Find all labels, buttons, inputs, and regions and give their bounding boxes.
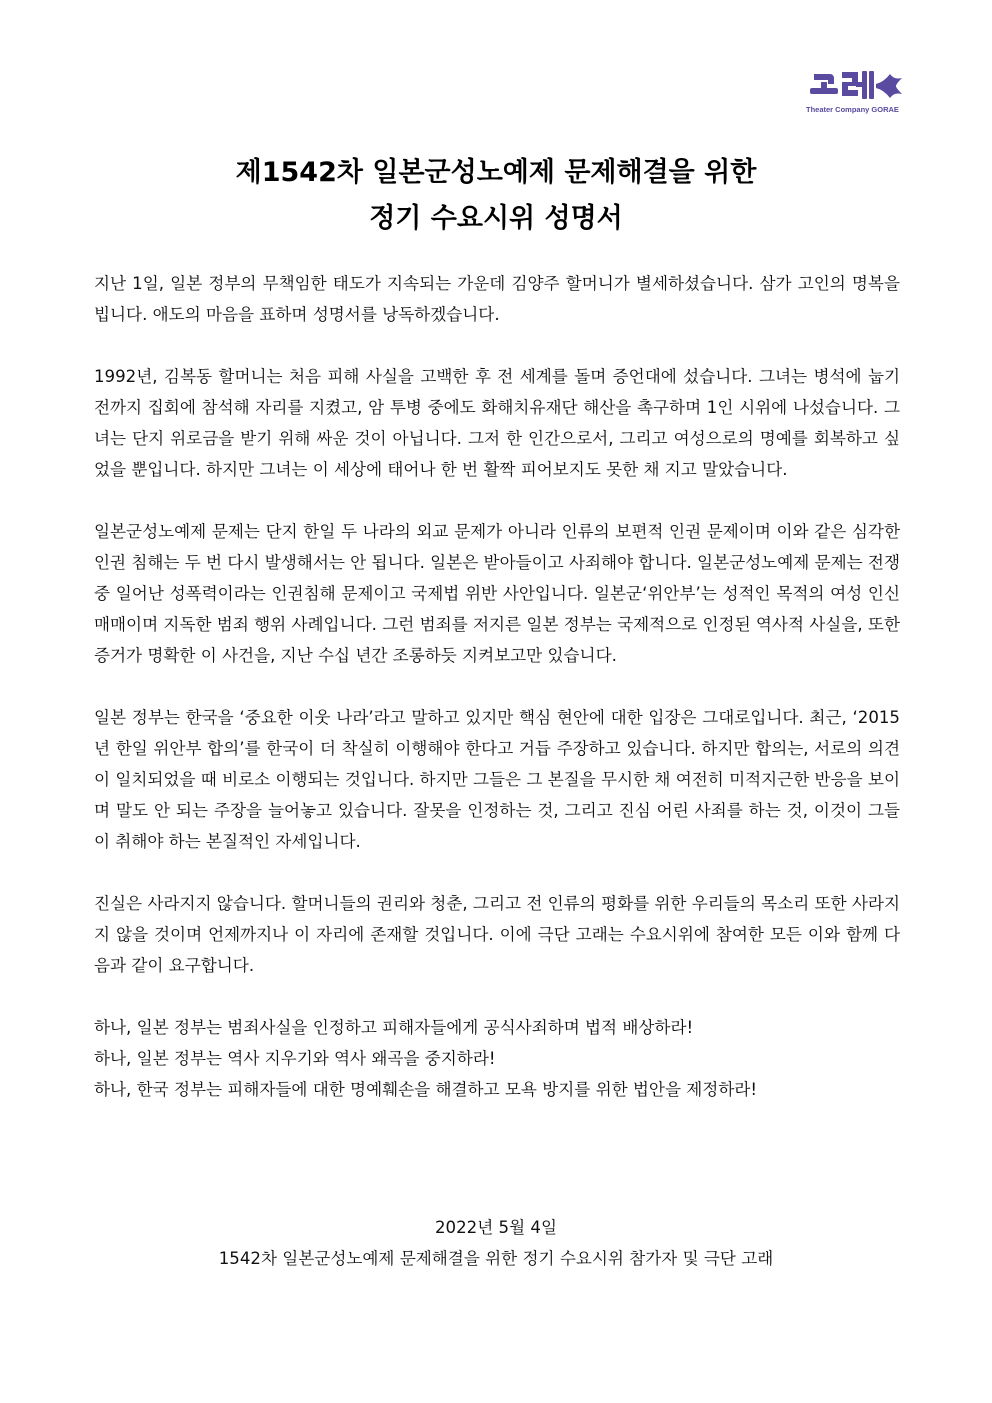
demands-list — [94, 1012, 900, 1105]
statement-body — [94, 268, 900, 1105]
demand-item: 하나, 한국 정부는 피해자들에 대한 명예훼손을 해결하고 모욕 방지를 위한 법안을 제정하라! — [94, 1080, 758, 1099]
paragraph-truth: 진실은 사라지지 않습니다. 할머니들의 권리와 청춘, 그리고 전 인류의 평화를 위한 우리들의 목소리 또한 사라지지 않을 것이며 언제까지나 이 자리에 존재할 것입니다. 이에 극단 고래는 수요시위에 참여한 모든 이와 함께 다음과 같이 요구합니다. — [94, 894, 900, 975]
statement-signature: 1542차 일본군성노예제 문제해결을 위한 정기 수요시위 참가자 및 극단 고래 — [218, 1249, 774, 1268]
statement-footer — [0, 1212, 992, 1274]
theater-company-logo — [806, 68, 916, 120]
title-line-2: 정기 수요시위 성명서 — [369, 203, 623, 234]
logo-subtitle: Theater Company GORAE — [806, 105, 899, 114]
paragraph-japan-government: 일본 정부는 한국을 ‘중요한 이웃 나라’라고 말하고 있지만 핵심 현안에 대한 입장은 그대로입니다. 최근, ‘2015년 한일 위안부 합의’를 한국이 더 착실히 이행해야 한다고 거듭 주장하고 있습니다. 하지만 합의는, 서로의 의견이 일치되었을 때 비로소 이행되는 것입니다. 하지만 그들은 그 본질을 무시한 채 여전히 미적지근한 반응을 보이며 말도 안 되는 주장을 늘어놓고 있습니다. 잘못을 인정하는 것, 그리고 진심 어린 사죄를 하는 것, 이것이 그들이 취해야 하는 본질적인 자세입니다. — [94, 708, 900, 851]
demand-item: 하나, 일본 정부는 범죄사실을 인정하고 피해자들에게 공식사죄하며 법적 배상하라! — [94, 1018, 694, 1037]
demand-item: 하나, 일본 정부는 역사 지우기와 역사 왜곡을 중지하라! — [94, 1049, 496, 1068]
paragraph-kim-bok-dong: 1992년, 김복동 할머니는 처음 피해 사실을 고백한 후 전 세계를 돌며 증언대에 섰습니다. 그녀는 병석에 눕기 전까지 집회에 참석해 자리를 지켰고, 암 투병 중에도 화해치유재단 해산을 촉구하며 1인 시위에 나섰습니다. 그녀는 단지 위로금을 받기 위해 싸운 것이 아닙니다. 그저 한 인간으로서, 그리고 여성으로의 명예를 회복하고 싶었을 뿐입니다. 하지만 그녀는 이 세상에 태어나 한 번 활짝 피어보지도 못한 채 지고 말았습니다. — [94, 367, 900, 479]
paragraph-condolence: 지난 1일, 일본 정부의 무책임한 태도가 지속되는 가운데 김양주 할머니가 별세하셨습니다. 삼가 고인의 명복을 빕니다. 애도의 마음을 표하며 성명서를 낭독하겠습니다. — [94, 274, 900, 324]
statement-title — [0, 150, 992, 242]
whale-logo-icon — [806, 68, 916, 104]
paragraph-human-rights: 일본군성노예제 문제는 단지 한일 두 나라의 외교 문제가 아니라 인류의 보편적 인권 문제이며 이와 같은 심각한 인권 침해는 두 번 다시 발생해서는 안 됩니다. 일본은 받아들이고 사죄해야 합니다. 일본군성노예제 문제는 전쟁 중 일어난 성폭력이라는 인권침해 문제이고 국제법 위반 사안입니다. 일본군‘위안부’는 성적인 목적의 여성 인신매매이며 지독한 범죄 행위 사례입니다. 그런 범죄를 저지른 일본 정부는 국제적으로 인정된 역사적 사실을, 또한 증거가 명확한 이 사건을, 지난 수십 년간 조롱하듯 지켜보고만 있습니다. — [94, 522, 900, 665]
statement-date: 2022년 5월 4일 — [435, 1218, 557, 1237]
title-line-1: 제1542차 일본군성노예제 문제해결을 위한 — [235, 157, 757, 188]
